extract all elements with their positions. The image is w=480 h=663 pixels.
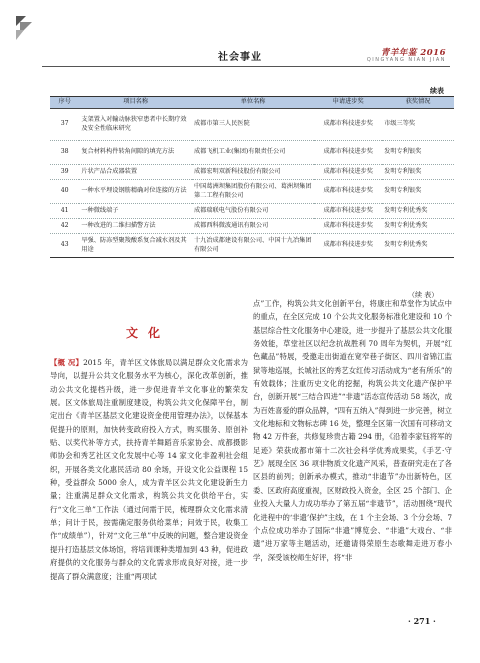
table-row (50, 234, 454, 258)
cell-no: 37 (50, 109, 79, 141)
cell-award-type: 成都市科技进步奖 (314, 109, 382, 141)
cell-award-type: 成都市科技进步奖 (314, 180, 382, 204)
table-header-row (50, 97, 454, 109)
cell-result: 发明专利银奖 (382, 141, 454, 165)
section-title: 文化 (125, 326, 170, 340)
running-header-title: 社会事业 (218, 52, 262, 63)
col-header-award-type: 申请进步奖 (314, 97, 382, 109)
cell-project: 复合材料构件转角间隙的填充方法 (79, 141, 192, 165)
cell-unit: 成都市第三人民医院 (192, 109, 314, 141)
header-rule (42, 66, 450, 67)
cell-award-type: 成都市科技进步奖 (314, 219, 382, 234)
cell-no: 40 (50, 180, 79, 204)
corner-ornament-icon (14, 14, 40, 42)
awards-table (50, 96, 454, 258)
cell-award-type: 成都市科技进步奖 (314, 141, 382, 165)
cell-no: 41 (50, 204, 79, 219)
cell-result: 市级三等奖 (382, 109, 454, 141)
cell-no: 43 (50, 234, 79, 258)
cell-project: 一种微线端子 (79, 204, 192, 219)
body-column-left (50, 356, 248, 583)
body-column-right (253, 297, 452, 564)
cell-award-type: 成都市科技进步奖 (314, 165, 382, 180)
cell-result: 发明专利优秀奖 (382, 204, 454, 219)
col-header-project: 项目名称 (79, 97, 192, 109)
cell-project: 一种水平埋设钢筋精确对位连接的方法 (79, 180, 192, 204)
col-header-unit: 单位名称 (192, 97, 314, 109)
cell-no: 38 (50, 141, 79, 165)
cell-unit: 成都宏明双新科技股份有限公司 (192, 165, 314, 180)
yearbook-brand: 青羊年鉴 2016 (380, 48, 446, 58)
page-number: · 271 · (408, 616, 436, 626)
cell-award-type: 成都市科技进步奖 (314, 204, 382, 219)
cell-unit: 十九冶成都建设有限公司、中国十九冶集团有限公司 (192, 234, 314, 258)
cell-unit: 中国葛洲坝集团股份有限公司、葛洲坝集团第二工程有限公司 (192, 180, 314, 204)
cell-project: 一种改进的二维扫描警方法 (79, 219, 192, 234)
cell-unit: 成都西科微波通讯有限公司 (192, 219, 314, 234)
cell-project: 支架置入对輸动脉狭窄患者中长期疗效及安全性临床研究 (79, 109, 192, 141)
table-continued-label: 续表 (430, 86, 444, 95)
col-header-no: 序号 (50, 97, 79, 109)
table-row (50, 180, 454, 204)
cell-unit: 成都飞机工业(集团)有限责任公司 (192, 141, 314, 165)
cell-no: 39 (50, 165, 79, 180)
overview-text: 2015 年，青羊区文体旅局以满足群众文化需求为导向，以提升公共文化服务水平为核心，深化改革创新，推动公共文化提档升级，进一步促进青羊文化事业的繁荣发展。区文体旅局注重制度建设，构筑公共文化保障平台，制定出台《青羊区基层文化建设资金使用管理办法》，以保基本促提升的原则，加快转变政府投入方式，购买服务、原创补贴、以奖代补等方式，扶持青羊舞蹈音乐家协会、成都摄影师协会和秀艺社区文化发展中心等 14 家文化非盈利社会组织，开展各类文化惠民活动 80 余场，开设文化公益课程 15 种，受益群众 5000 余人，成为青羊区公共文化建设新生力量；注重满足群众文化需求，构筑公共文化供给平台，实行“文化三单”工作法（通过问需于民，梳理群众文化需求清单；问计于民，按需确定服务供给菜单；问效于民，收集工作“成绩单”），针对“文化三单”中反映的问题，整合建设资金提升打造基层文体场馆，将培训课种类增加到 43 种，促进政府提供的文化服务与群众的文化需求形成良好对接，进一步提高了群众满意度；注重“两项试 (50, 358, 248, 581)
continued-note: （续 表） (408, 291, 439, 299)
table-row (50, 109, 454, 141)
cell-award-type: 成都市科技进步奖 (314, 234, 382, 258)
table-row (50, 219, 454, 234)
table-row (50, 204, 454, 219)
col-header-result: 获奖情况 (382, 97, 454, 109)
cell-project: 片状产品合成器装置 (79, 165, 192, 180)
cell-project: 旱强、防冻型聚羧酸系复合减水剂及其用途 (79, 234, 192, 258)
yearbook-brand-pinyin: QINGYANG NIAN JIAN (366, 57, 446, 63)
cell-no: 42 (50, 219, 79, 234)
table-row (50, 165, 454, 180)
cell-unit: 成都瑞联电气股份有限公司 (192, 204, 314, 219)
cell-result: 发明专利优秀奖 (382, 219, 454, 234)
body-text-continued: 点”工作，构筑公共文化创新平台，将康庄和草堂作为试点中的重点，在全区完成 10 个公共文化服务标准化建设和 10 个基层综合性文化服务中心建设，进一步提升了基层公共文化服务效能，草堂社区以纪念抗战胜利 70 周年为契机，开展“红色藏品”特展，受邀走出街道在宽窄巷子街区、四川省锦江监狱等地巡展，长城社区的秀艺女红传习活动成为“老有所乐”的有效载体；注重历史文化的挖掘，构筑公共文化遗产保护平台，创新开展“三结合四进”“非遗”活态宣传活动 58 场次，成为百姓喜爱的群众品牌，“四有五纳入”得到进一步完善，树立文化地标和文物标志碑 16 处，整理全区第一次国有可移动文物 42 万件套，共修复珍贵古籍 294 册，《沿着李家钰将军的足迹》荣获成都市第十二次社会科学优秀成果奖，《手艺·守艺》展现全区 36 项非物质文化遗产风采，普查研究走在了各区县的前列；创新承办模式，推动“非遗节”办出新特色，区委、区政府高度重视，区财政投入资金，全区 25 个部门、企业投入大量人力成功举办了第五届“非遗节”，活动围绕“现代化进程中的‘非遗’保护”主线，在 1 个主会场、3 个分会场、7 个点位成功举办了国际“非遗”博览会、“非遗”大戏台、“非遗”进万家等主题活动，还邀请得荣原生态歌舞走进万春小学，深受该校师生好评，将“非 (253, 299, 452, 562)
cell-result: 发明专利银奖 (382, 180, 454, 204)
cell-result: 发明专利银奖 (382, 165, 454, 180)
table-row (50, 141, 454, 165)
overview-tag: 【概 况】 (50, 358, 84, 367)
cell-result: 发明专利优秀奖 (382, 234, 454, 258)
